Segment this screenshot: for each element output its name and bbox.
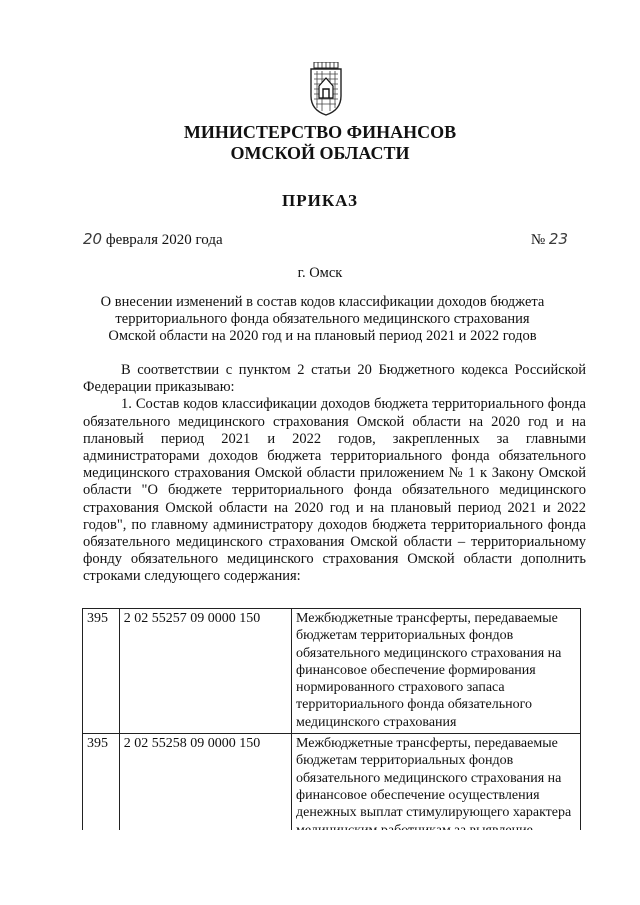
preamble-paragraph: В соответствии с пунктом 2 статьи 20 Бюджетного кодекса Российской Федерации приказываю: [83,362,586,396]
item-1-paragraph: 1. Состав кодов классификации доходов бюджета территориального фонда обязательного медицинского страхования Омской области на 2020 год и на плановый период 2021 и 2022 годов, закрепленных за главными администраторами доходов бюджета территориального фонда обязательного медицинского страхования Омской области приложением № 1 к Закону Омской области "О бюджете территориального фонда обязательного медицинского страхования Омской области на 2020 год и на плановый период 2021 и 2022 годов", по главному администратору доходов бюджета территориального фонда обязательного медицинского страхования Омской области – территориальному фонду обязательного медицинского страхования Омской области дополнить строками следующего содержания: [83,396,586,585]
number-handwritten: 23 [548,230,568,248]
income-name-cell: Межбюджетные трансферты, передаваемые бюджетам территориальных фондов обязательного медицинского страхования на финансовое обеспечение осуществления денежных выплат стимулирующего характера [292,734,581,842]
coat-of-arms-emblem [308,62,344,116]
number-prefix: № [530,232,549,248]
ministry-title-line2: ОМСКОЙ ОБЛАСТИ [230,143,410,163]
document-date [83,230,223,249]
page-bottom-margin [0,830,640,905]
document-subject: О внесении изменений в состав кодов классификации доходов бюджета территориального фонда обязательного медицинского страхования Омской области на 2020 год и на плановый период 2021 и 2022 годов [100,294,545,344]
ministry-title-line1: МИНИСТЕРСТВО ФИНАНСОВ [183,122,457,142]
admin-code-cell: 395 [83,734,120,842]
document-city: г. Омск [297,265,343,281]
document-body [83,362,586,586]
document-type: ПРИКАЗ [282,191,358,210]
admin-code-cell: 395 [83,609,120,734]
date-day-handwritten: 20 [83,230,103,248]
classification-code-cell: 2 02 55257 09 0000 150 [119,609,291,734]
classification-codes-table [82,608,581,842]
table-row [83,609,581,734]
document-number [531,230,568,249]
classification-code-cell: 2 02 55258 09 0000 150 [119,734,291,842]
table-row [83,734,581,842]
income-name-cell: Межбюджетные трансферты, передаваемые бюджетам территориальных фондов обязательного медицинского страхования на финансовое обеспечение формирования нормированного страхового запаса территориального фонда обязательного медицинского страхования [292,609,581,734]
date-text: февраля 2020 года [102,232,223,248]
